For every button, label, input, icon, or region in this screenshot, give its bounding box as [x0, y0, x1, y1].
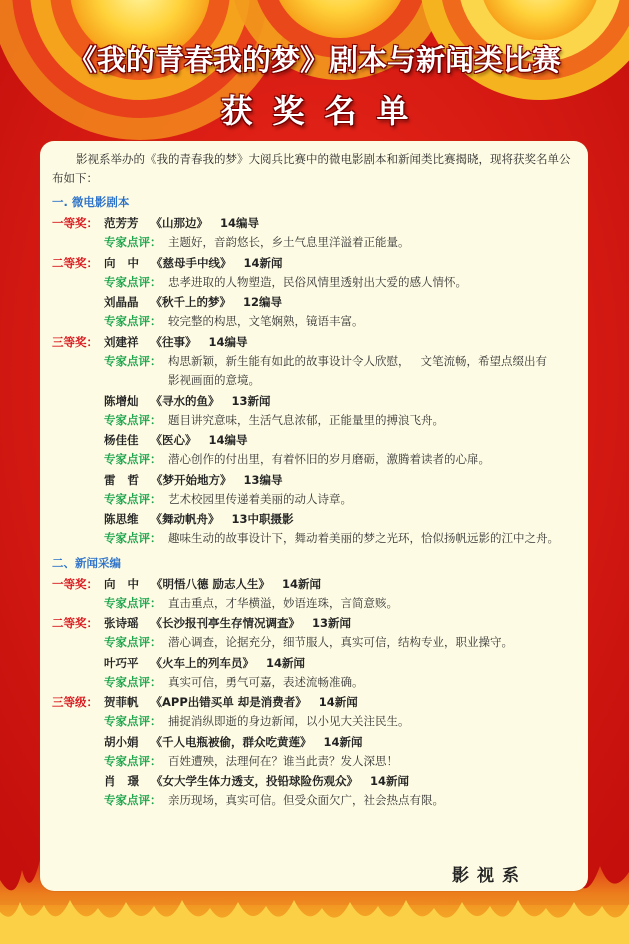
expert-comment [52, 529, 582, 549]
expert-comment [52, 233, 582, 253]
award-entry [52, 574, 582, 594]
expert-comment [52, 752, 582, 772]
expert-comment-text: 潜心调查，论据充分，细节服人，真实可信，结构专业，职业操守。 [168, 635, 513, 649]
poster-subtitle: 获奖名单 [220, 92, 429, 130]
award-level: 二等奖： [52, 616, 98, 630]
winner-and-work: 雷 哲 《梦开始地方》 13编导 [104, 472, 283, 487]
expert-comment-text: 趣味生动的故事设计下，舞动着美丽的梦之光环，恰似扬帆远影的江中之舟。 [168, 531, 559, 545]
intro-paragraph: 影视系举办的《我的青春我的梦》大阅兵比赛中的微电影剧本和新闻类比赛揭晓，现将获奖名单公布如下： [52, 152, 571, 185]
expert-comment-text: 忠孝进取的人物塑造，民俗风情里透射出大爱的感人情怀。 [168, 274, 467, 289]
award-entry [52, 732, 582, 752]
expert-comment-continued: 影视画面的意境。 [168, 373, 260, 387]
winner-and-work: 刘晶晶 《秋千上的梦》 12编导 [104, 295, 283, 309]
expert-comment [52, 411, 582, 431]
expert-comment-label: 专家点评： [104, 353, 162, 368]
expert-comment [52, 450, 582, 470]
expert-comment-label: 专家点评： [104, 793, 162, 807]
expert-comment-text: 捕捉消纵即逝的身边新闻，以小见大关注民生。 [168, 714, 410, 728]
expert-comment-label: 专家点评： [104, 674, 162, 689]
award-level: 三等奖： [52, 334, 98, 349]
expert-comment [52, 352, 582, 372]
section-news-entries [52, 574, 582, 811]
expert-comment [52, 633, 582, 653]
expert-comment-text: 艺术校园里传递着美丽的动人诗章。 [168, 491, 352, 506]
poster-title: 《我的青春我的梦》剧本与新闻类比赛 [67, 43, 561, 77]
expert-comment [52, 594, 582, 614]
expert-comment [52, 791, 582, 811]
expert-comment [52, 273, 582, 293]
award-level: 一等奖： [52, 576, 98, 591]
award-entry [52, 653, 582, 673]
expert-comment-text: 潜心创作的付出里，有着怀旧的岁月磨砺，激腾着读者的心扉。 [168, 452, 490, 466]
expert-comment-text: 亲历现场，真实可信。但受众面欠广，社会热点有限。 [168, 793, 444, 807]
expert-comment-text: 真实可信，勇气可嘉，表述流畅准确。 [168, 674, 364, 689]
winner-and-work: 向 中 《明悟八德 励志人生》 14新闻 [104, 576, 322, 591]
award-entry [52, 430, 582, 450]
expert-comment-label: 专家点评： [104, 714, 162, 728]
winner-and-work: 刘建祥 《往事》 14编导 [104, 334, 248, 349]
winner-and-work: 叶巧平 《火车上的列车员》 14新闻 [104, 655, 306, 670]
expert-comment-text: 构思新颖，新生能有如此的故事设计令人欣慰， 文笔流畅，希望点缀出有 [168, 353, 547, 368]
expert-comment [52, 312, 582, 332]
expert-comment [52, 490, 582, 510]
expert-comment-text: 百姓遭殃，法理何在？谁当此责？发人深思！ [168, 753, 398, 768]
award-level: 一等奖： [52, 216, 98, 230]
award-entry [52, 613, 582, 633]
award-entry [52, 509, 582, 529]
winner-and-work: 陈思维 《舞动帆舟》 13中职摄影 [104, 512, 294, 526]
award-level: 二等奖： [52, 255, 98, 270]
expert-comment-text: 主题好，音韵悠长，乡土气息里洋溢着正能量。 [168, 235, 410, 249]
award-list [52, 150, 582, 811]
winner-and-work: 范芳芳 《山那边》 14编导 [104, 216, 260, 230]
winner-and-work: 贺菲帆 《APP出错买单 却是消费者》 14新闻 [104, 695, 358, 709]
winner-and-work: 陈增灿 《寻水的鱼》 13新闻 [104, 393, 271, 408]
award-entry [52, 470, 582, 490]
award-entry [52, 292, 582, 312]
expert-comment-label: 专家点评： [104, 635, 162, 649]
award-entry [52, 692, 582, 712]
expert-comment-label: 专家点评： [104, 274, 162, 289]
award-entry [52, 213, 582, 233]
award-level: 三等级： [52, 695, 98, 709]
section-title-micro-film: 一. 微电影剧本 [52, 195, 130, 209]
expert-comment-label: 专家点评： [104, 235, 162, 249]
expert-comment-label: 专家点评： [104, 753, 162, 768]
winner-and-work: 胡小娟 《千人电瓶被偷，群众吃黄莲》 14新闻 [104, 734, 363, 749]
expert-comment [52, 712, 582, 732]
expert-comment [52, 673, 582, 693]
expert-comment-text: 直击重点，才华横溢，妙语连珠，言简意赅。 [168, 595, 398, 610]
expert-comment-text: 题目讲究意味，生活气息浓郁，正能量里的搏浪飞舟。 [168, 412, 444, 427]
award-entry [52, 253, 582, 273]
expert-comment-label: 专家点评： [104, 314, 162, 328]
expert-comment-label: 专家点评： [104, 412, 162, 427]
winner-and-work: 肖 璟 《女大学生体力透支，投铅球险伤观众》 14新闻 [104, 774, 410, 788]
section-title-news: 二、新闻采编 [52, 555, 121, 570]
expert-comment-label: 专家点评： [104, 531, 162, 545]
section-micro-film-entries [52, 213, 582, 549]
winner-and-work: 杨佳佳 《医心》 14编导 [104, 433, 248, 447]
expert-comment-label: 专家点评： [104, 491, 162, 506]
winner-and-work: 张诗瑶 《长沙报刊亭生存情况调查》 13新闻 [104, 616, 352, 630]
department-signature: 影视系 [452, 866, 527, 886]
award-entry [52, 391, 582, 411]
expert-comment-label: 专家点评： [104, 595, 162, 610]
expert-comment-text: 较完整的构思，文笔娴熟，镜语丰富。 [168, 314, 364, 328]
award-entry [52, 332, 582, 352]
award-entry [52, 771, 582, 791]
winner-and-work: 向 中 《慈母手中线》 14新闻 [104, 255, 283, 270]
expert-comment-label: 专家点评： [104, 452, 162, 466]
